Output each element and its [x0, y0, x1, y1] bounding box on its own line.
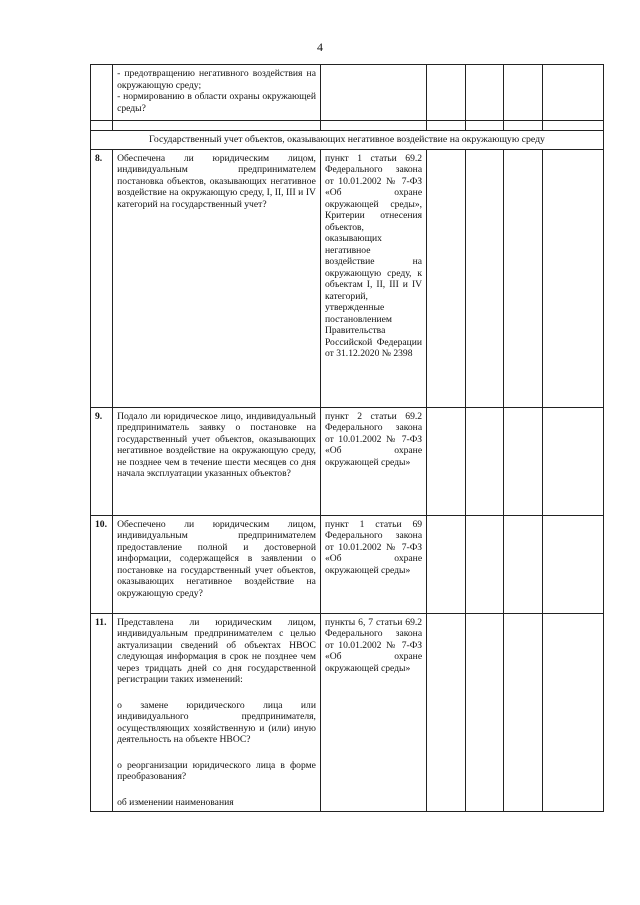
answer-cell-na[interactable] [504, 613, 543, 812]
reference-cell: пункт 2 статьи 69.2 Федерального закона от 10.01.2002 № 7-ФЗ «Об охране окружающей среды» [320, 407, 426, 515]
table-row-continuation [91, 65, 604, 121]
answer-cell-note[interactable] [543, 65, 604, 121]
question-cell: Обеспечено ли юридическим лицом, индивидуальным предпринимателем предоставление полной и достоверной информации, содержащейся в заявлении о постановке на государственный учет объектов, оказывающих негативное воздействие на окружающую среду? [113, 515, 321, 613]
answer-cell-na[interactable] [504, 149, 543, 407]
question-text: Представлена ли юридическим лицом, индивидуальным предпринимателем с целью актуализации сведений об объектах НВОС следующая информация в срок не позднее чем через тридцать дней со дня государственной регистрации таких изменений: [117, 616, 316, 686]
page-number: 4 [317, 40, 323, 54]
row-number: 10. [91, 515, 113, 613]
reference-cell: пункты 6, 7 статьи 69.2 Федерального закона от 10.01.2002 № 7-ФЗ «Об охране окружающей среды» [320, 613, 426, 812]
answer-cell-na[interactable] [504, 65, 543, 121]
num-cell [91, 65, 113, 121]
section-title: Государственный учет объектов, оказывающих негативное воздействие на окружающую среду [91, 131, 604, 150]
answer-cell-note[interactable] [543, 407, 604, 515]
section-header-row [91, 131, 604, 150]
subitem-text: о замене юридического лица или индивидуального предпринимателя, осуществляющих хозяйственную и (или) иную деятельность на объекте НВОС? [117, 699, 316, 746]
answer-cell-yes[interactable] [427, 407, 466, 515]
answer-cell-no[interactable] [465, 613, 504, 812]
answer-cell-no[interactable] [465, 515, 504, 613]
question-cell: Обеспечена ли юридическим лицом, индивидуальным предпринимателем постановка объектов, оказывающих негативное воздействие на окружающую среду, I, II, III и IV категорий на государственный учет? [113, 149, 321, 407]
subitem-text: о реорганизации юридического лица в форме преобразования? [117, 759, 316, 783]
reference-cell: пункт 1 статьи 69.2 Федерального закона от 10.01.2002 № 7-ФЗ «Об охране окружающей среды», Критерии отнесения объектов, оказывающих негативное воздействие на окружающую среду, к объектам I, II, III и IV категорий, утвержденные постановлением Правительства Российской Федерации от 31.12.2020 № 2398 [320, 149, 426, 407]
answer-cell-na[interactable] [504, 407, 543, 515]
continuation-line: - нормированию в области охраны окружающей среды? [117, 91, 316, 114]
row-number: 8. [91, 149, 113, 407]
answer-cell-yes[interactable] [427, 149, 466, 407]
answer-cell-yes[interactable] [427, 65, 466, 121]
answer-cell-no[interactable] [465, 407, 504, 515]
question-cell [113, 65, 321, 121]
question-cell [113, 613, 321, 812]
answer-cell-note[interactable] [543, 515, 604, 613]
table-row-spacer [91, 121, 604, 131]
subitem-text: об изменении наименования [117, 796, 234, 808]
checklist-table [90, 64, 604, 812]
continuation-line: - предотвращению негативного воздействия на окружающую среду; [117, 68, 316, 91]
answer-cell-yes[interactable] [427, 515, 466, 613]
reference-cell [320, 65, 426, 121]
table-row [91, 149, 604, 407]
table-row [91, 515, 604, 613]
reference-cell: пункт 1 статьи 69 Федерального закона от 10.01.2002 № 7-ФЗ «Об охране окружающей среды» [320, 515, 426, 613]
answer-cell-no[interactable] [465, 149, 504, 407]
answer-cell-note[interactable] [543, 149, 604, 407]
row-number: 11. [91, 613, 113, 812]
answer-cell-no[interactable] [465, 65, 504, 121]
table-row [91, 407, 604, 515]
row-number: 9. [91, 407, 113, 515]
answer-cell-note[interactable] [543, 613, 604, 812]
answer-cell-na[interactable] [504, 515, 543, 613]
question-cell: Подало ли юридическое лицо, индивидуальный предприниматель заявку о постановке на государственный учет объектов, оказывающих негативное воздействие на окружающую среду, не позднее чем в течение шести месяцев со дня начала эксплуатации указанных объектов? [113, 407, 321, 515]
table-row [91, 613, 604, 812]
answer-cell-yes[interactable] [427, 613, 466, 812]
